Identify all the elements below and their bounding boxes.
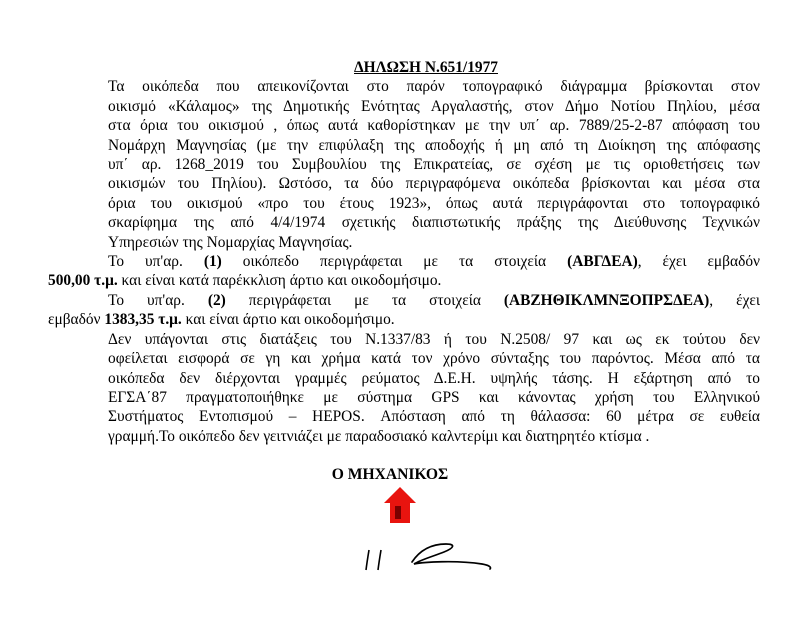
text-line: γραμμή.Το οικόπεδο δεν γειτνιάζει με παραδοσιακό καλντερίμι και διατηρητέο κτίσμα . <box>108 427 650 445</box>
text-span: και είναι άρτιο και οικοδομήσιμο. <box>181 311 395 329</box>
plot-code: (ΑΒΖΗΘΙΚΛΜΝΞΟΠΡΣΔΕΑ) <box>503 291 710 309</box>
text-line: Συστήματος Εντοπισμού – HEPOS. Απόσταση από τη θάλασσα: 60 μέτρα σε ευθεία <box>108 408 760 426</box>
plot-number: (1) <box>203 253 222 271</box>
text-line: σκαρίφημα της από 4/4/1974 σχετικής διαπιστωτικής πράξης της Διεύθυνσης Τεχνικών <box>108 214 760 232</box>
declaration-document <box>48 58 760 446</box>
paragraph-plot-1 <box>48 252 760 291</box>
text-span: περιγράφεται με τα στοιχεία <box>225 291 504 309</box>
text-line: οφείλεται εισφορά σε γη και χρήμα κατά τον χρόνο σύνταξης του παρόντος. Μέσα από τα <box>108 350 760 368</box>
plot-area: 1383,35 τ.μ. <box>104 311 182 329</box>
document-title: ΔΗΛΩΣΗ Ν.651/1977 <box>354 59 498 76</box>
text-span: Το υπ'αρ. <box>108 291 208 309</box>
text-span: Το υπ'αρ. <box>108 253 204 271</box>
text-line: Τα οικόπεδα που απεικονίζονται στο παρόν τοπογραφικό διάγραμμα βρίσκονται στον <box>108 78 760 96</box>
text-line: οικισμών του Πηλίου). Ωστόσο, τα δύο περιγραφόμενα οικόπεδα βρίσκονται και μέσα στα <box>108 175 760 193</box>
north-arrow-icon <box>383 486 417 524</box>
signature-icon <box>360 536 500 576</box>
text-line: Νομάρχη Μαγνησίας (με την επιφύλαξη της αποδοχής ή μη από τη Διοίκηση της απόφασης <box>108 136 760 154</box>
text-line: υπ΄ αρ. 1268_2019 του Συμβουλίου της Επικρατείας, σε σχέση με τις οριοθετήσεις των <box>108 156 760 174</box>
text-line: οικόπεδα δεν διέρχονται γραμμές ρεύματος Δ.Ε.Η. υψηλής τάσης. Η εξάρτηση από το <box>108 369 760 387</box>
text-line: όρια του οικισμού «προ του έτους 1923», όπως αυτά περιγράφονται στο τοπογραφικό <box>108 194 760 212</box>
plot-area: 500,00 τ.μ. <box>48 272 118 290</box>
text-span: και είναι κατά παρέκκλιση άρτιο και οικοδομήσιμο. <box>117 272 442 290</box>
text-line: στα όρια του οικισμού , όπως αυτά καθορίστηκαν με την υπ΄ αρ. 7889/25-2-87 απόφαση του <box>108 117 760 135</box>
paragraph-notes <box>48 330 760 446</box>
paragraph-location <box>48 77 760 252</box>
text-line: Δεν υπάγονται στις διατάξεις του Ν.1337/83 ή του Ν.2508/ 97 και ως εκ τούτου δεν <box>108 330 760 348</box>
text-span: οικόπεδο περιγράφεται με τα στοιχεία <box>221 253 568 271</box>
engineer-label: Ο ΜΗΧΑΝΙΚΟΣ <box>331 466 449 483</box>
text-line: ΕΓΣΑ΄87 πραγματοποιήθηκε με σύστημα GPS και κάνοντας χρήση του Ελληνικού <box>108 388 760 406</box>
text-line: Υπηρεσιών της Νομαρχίας Μαγνησίας. <box>108 233 353 251</box>
text-span: , έχει <box>709 291 760 309</box>
paragraph-plot-2 <box>48 291 760 330</box>
text-span: εμβαδόν <box>48 311 105 329</box>
plot-code: (ΑΒΓΔΕΑ) <box>567 253 638 271</box>
plot-number: (2) <box>207 291 226 309</box>
text-line: οικισμό «Κάλαμος» της Δημοτικής Ενότητας Αργαλαστής, στον Δήμο Νοτίου Πηλίου, μέσα <box>108 97 760 115</box>
text-span: , έχει εμβαδόν <box>637 253 760 271</box>
